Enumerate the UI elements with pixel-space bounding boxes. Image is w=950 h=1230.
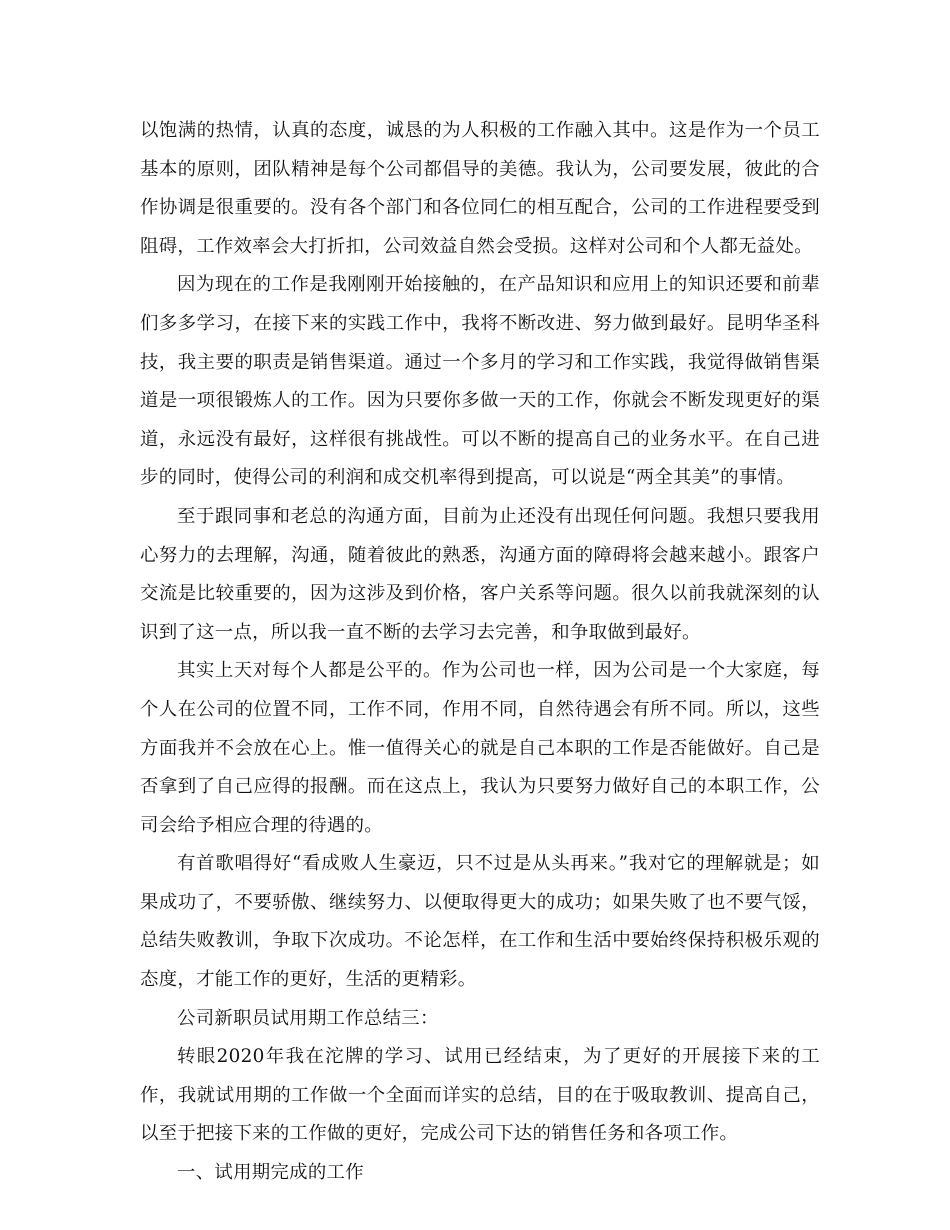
paragraph: 因为现在的工作是我刚刚开始接触的，在产品知识和应用上的知识还要和前辈们多多学习，在接下来的实践工作中，我将不断改进、努力做到最好。昆明华圣科技，我主要的职责是销售渠道。通过一个多月的学习和工作实践，我觉得做销售渠道是一项很锻炼人的工作。因为只要你多做一天的工作，你就会不断发现更好的渠道，永远没有最好，这样很有挑战性。可以不断的提高自己的业务水平。在自己进步的同时，使得公司的利润和成交机率得到提高，可以说是“两全其美”的事情。 <box>140 274 820 489</box>
paragraph: 有首歌唱得好“看成败人生豪迈，只不过是从头再来。”我对它的理解就是；如果成功了，不要骄傲、继续努力、以便取得更大的成功；如果失败了也不要气馁，总结失败教训，争取下次成功。不论怎样，在工作和生活中要始终保持积极乐观的态度，才能工作的更好，生活的更精彩。 <box>140 853 820 991</box>
document-body <box>140 112 820 1193</box>
paragraph: 转眼2020年我在沱牌的学习、试用已经结束，为了更好的开展接下来的工作，我就试用期的工作做一个全面而详实的总结，目的在于吸取教训、提高自己，以至于把接下来的工作做的更好，完成公司下达的销售任务和各项工作。 <box>140 1046 820 1145</box>
subsection-heading: 一、试用期完成的工作 <box>177 1162 364 1184</box>
paragraph-continued: 以饱满的热情，认真的态度，诚恳的为人积极的工作融入其中。这是作为一个员工基本的原则，团队精神是每个公司都倡导的美德。我认为，公司要发展，彼此的合作协调是很重要的。没有各个部门和各位同仁的相互配合，公司的工作进程要受到阻碍，工作效率会大打折扣，公司效益自然会受损。这样对公司和个人都无益处。 <box>140 120 820 257</box>
section-heading: 公司新职员试用期工作总结三： <box>177 1007 439 1029</box>
paragraph: 至于跟同事和老总的沟通方面，目前为止还没有出现任何问题。我想只要我用心努力的去理解，沟通，随着彼此的熟悉，沟通方面的障碍将会越来越小。跟客户交流是比较重要的，因为这涉及到价格，客户关系等问题。很久以前我就深刻的认识到了这一点，所以我一直不断的去学习去完善，和争取做到最好。 <box>140 505 820 643</box>
paragraph: 其实上天对每个人都是公平的。作为公司也一样，因为公司是一个大家庭，每个人在公司的位置不同，工作不同，作用不同，自然待遇会有所不同。所以，这些方面我并不会放在心上。惟一值得关心的就是自己本职的工作是否能做好。自己是否拿到了自己应得的报酬。而在这点上，我认为只要努力做好自己的本职工作，公司会给予相应合理的待遇的。 <box>140 660 820 836</box>
